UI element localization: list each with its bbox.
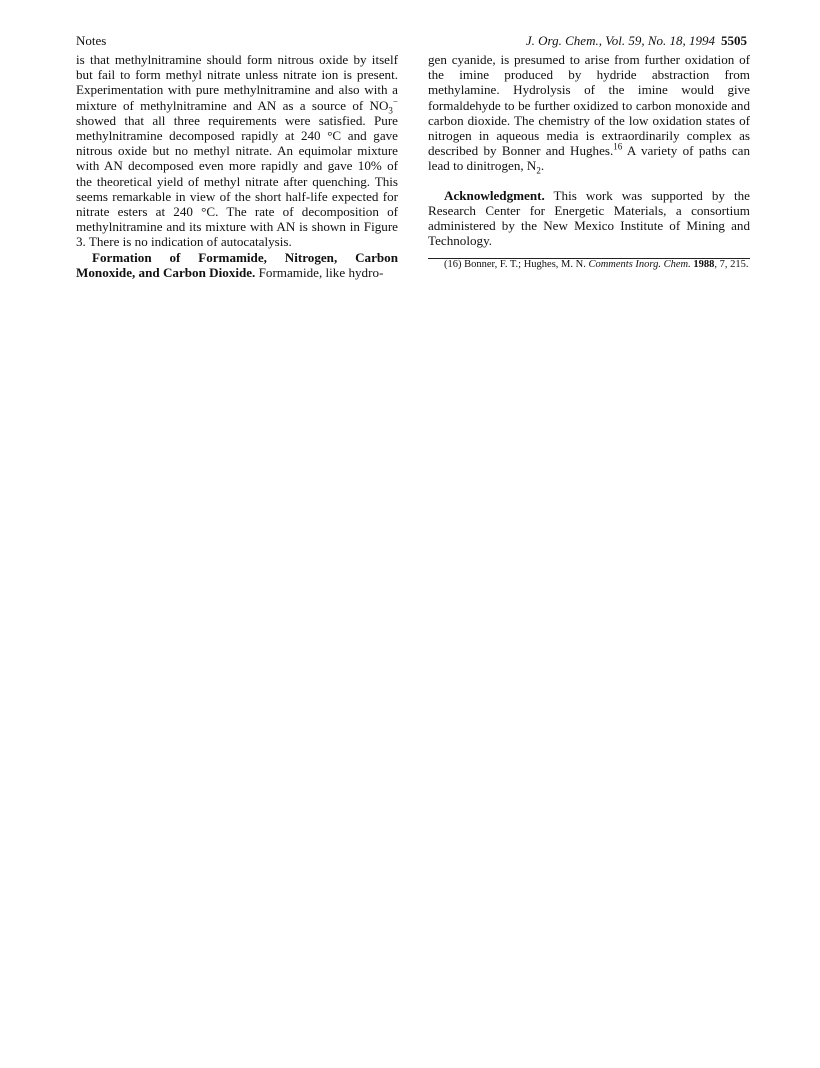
right-column	[428, 52, 750, 272]
acknowledgment-paragraph	[428, 188, 750, 249]
year: 1988	[690, 259, 715, 271]
left-paragraph-1	[76, 52, 398, 250]
running-header-journal	[526, 33, 747, 49]
reference-marker: 16	[613, 141, 623, 152]
right-paragraph-1	[428, 52, 750, 177]
text-run: .	[540, 158, 545, 174]
acknowledgment-heading: Acknowledgment.	[444, 187, 545, 203]
text-run: gen cyanide, is presumed to arise from further oxidation of the imine produced by hydride abstraction from methylamine. Hydrolysis of the imine would give formaldehyde to be further oxidized to carbon monoxide and carbon dioxide. The chemistry of the low oxidation states of nitrogen in aqueous media is extraordinarily complex as described by Bonner and Hughes.	[428, 52, 750, 159]
text-run: This work was supported by the Research Center for Energetic Materials, a consortium administered by the New Mexico Institute of Mining and Technology.	[428, 187, 750, 249]
journal-citation: J. Org. Chem., Vol. 59, No. 18, 1994	[525, 33, 715, 48]
text-run: (16) Bonner, F. T.; Hughes, M. N.	[444, 259, 589, 271]
text-run: , 7, 215.	[714, 259, 749, 271]
text-run: is that methylnitramine should form nitrous oxide by itself but fail to form methyl nitrate unless nitrate ion is present. Experimentation with pure methylnitramine and also with a mixture of methylnitramine and AN as a source of NO	[76, 52, 398, 113]
footnote-16	[428, 259, 750, 272]
page-number: 5505	[721, 33, 747, 48]
superscript: −	[392, 96, 398, 107]
text-run: A variety of paths can lead to dinitrogen, N	[428, 143, 750, 174]
running-header-section: Notes	[76, 33, 107, 48]
text-run: showed that all three requirements were satisfied. Pure methylnitramine decomposed rapidly at 240 °C and gave nitrous oxide but no methyl nitrate. An equimolar mixture with AN decomposed even more rapidly and gave 10% of the theoretical yield of methyl nitrate after quenching. This seems remarkable in view of the short half-life expected for nitrate esters at 240 °C. The rate of decomposition of methylnitramine and its mixture with AN is shown in Figure 3. There is no indication of autocatalysis.	[76, 112, 398, 250]
left-paragraph-2	[76, 250, 398, 280]
journal-title: Comments Inorg. Chem.	[588, 259, 691, 271]
text-run: Formamide, like hydro-	[255, 264, 384, 280]
subscript: 3	[388, 105, 393, 116]
paragraph-heading: Formation of Formamide, Nitrogen, Carbon Monoxide, and Carbon Dioxide.	[76, 249, 398, 280]
subscript: 2	[536, 166, 541, 177]
left-column	[76, 52, 398, 280]
